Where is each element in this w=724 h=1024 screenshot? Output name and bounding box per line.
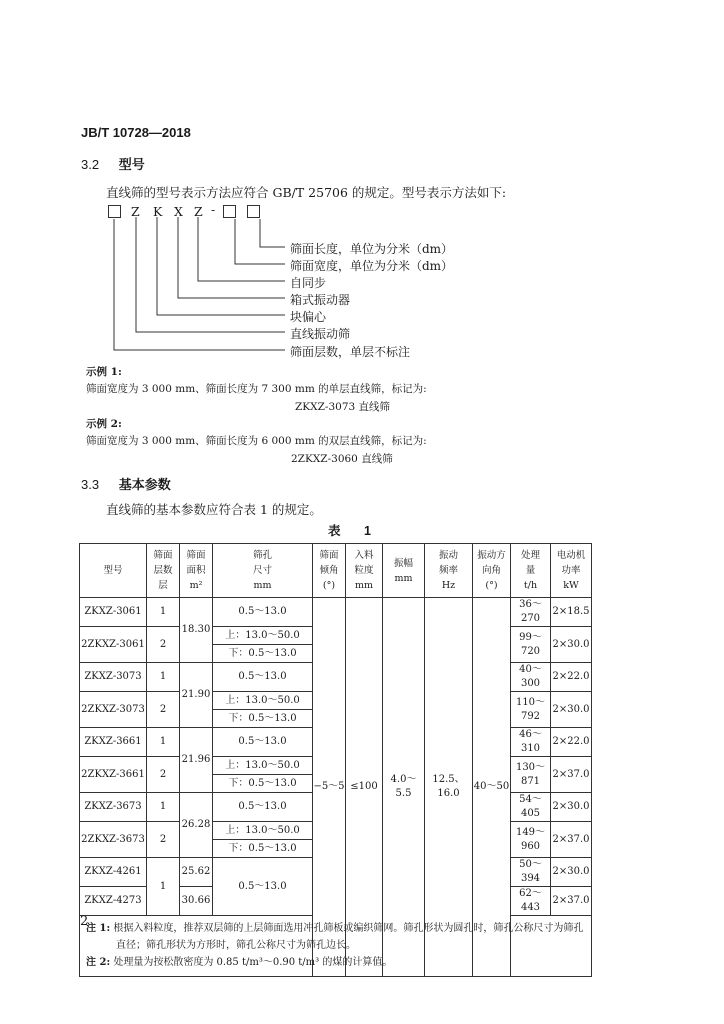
code-box-length <box>247 205 260 218</box>
cell-aperture: 0.5～13.0 <box>213 728 313 757</box>
code-letter-z1: Z <box>131 204 140 219</box>
cell-motor: 2×30.0 <box>551 858 592 887</box>
section-title: 基本参数 <box>118 477 171 492</box>
table-header-row <box>80 544 592 598</box>
code-desc-length: 筛面长度，单位为分米（dm） <box>290 242 454 256</box>
code-desc-box-vibrator: 箱式振动器 <box>290 293 351 307</box>
th-capacity: 处理 量 t/h <box>511 544 551 598</box>
cell-layers: 2 <box>147 822 180 858</box>
note-label: 注 1: <box>86 923 111 934</box>
cell-motor: 2×22.0 <box>551 663 592 692</box>
cell-aperture-upper: 上：13.0～50.0 <box>213 757 313 775</box>
cell-model: 2ZKXZ-3673 <box>80 822 147 858</box>
note-2 <box>86 954 585 971</box>
cell-aperture: 0.5～13.0 <box>213 858 313 916</box>
code-desc-linear-screen: 直线振动筛 <box>290 327 351 341</box>
cell-motor: 2×37.0 <box>551 887 592 916</box>
note-label: 注 2: <box>86 957 111 968</box>
code-desc-self-sync: 自同步 <box>290 276 327 290</box>
cell-model: ZKXZ-3673 <box>80 793 147 822</box>
cell-aperture: 0.5～13.0 <box>213 598 313 627</box>
th-model: 型号 <box>80 544 147 598</box>
cell-layers: 2 <box>147 692 180 728</box>
cell-incline-shared: −5～5 <box>313 598 346 977</box>
document-header: JB/T 10728—2018 <box>81 125 191 140</box>
cell-motor: 2×30.0 <box>551 692 592 728</box>
th-amplitude: 振幅 mm <box>383 544 425 598</box>
cell-aperture-upper: 上：13.0～50.0 <box>213 692 313 710</box>
cell-capacity: 99～720 <box>511 627 551 663</box>
th-direction: 振动方 向角 (°) <box>473 544 511 598</box>
cell-capacity: 40～300 <box>511 663 551 692</box>
example-2-mark: 2ZKXZ-3060 直线筛 <box>291 453 393 465</box>
code-desc-block-eccentric: 块偏心 <box>290 310 327 324</box>
cell-area: 30.66 <box>180 887 213 916</box>
section-number: 3.2 <box>81 157 100 172</box>
th-layers: 筛面 层数 层 <box>147 544 180 598</box>
th-incline: 筛面 倾角 (°) <box>313 544 346 598</box>
cell-aperture-lower: 下：0.5～13.0 <box>213 710 313 728</box>
cell-model: 2ZKXZ-3661 <box>80 757 147 793</box>
example-1-text: 筛面宽度为 3 000 mm、筛面长度为 7 300 mm 的单层直线筛，标记为: <box>86 383 427 395</box>
parameters-table <box>79 543 592 977</box>
cell-amplitude-shared: 4.0～5.5 <box>383 598 425 977</box>
cell-motor: 2×18.5 <box>551 598 592 627</box>
section-number: 3.3 <box>81 477 100 492</box>
cell-capacity: 62～443 <box>511 887 551 916</box>
cell-aperture-upper: 上：13.0～50.0 <box>213 627 313 645</box>
cell-layers: 2 <box>147 757 180 793</box>
section-3-3-intro: 直线筛的基本参数应符合表 1 的规定。 <box>106 502 322 517</box>
th-aperture: 筛孔 尺寸 mm <box>213 544 313 598</box>
cell-capacity: 149～960 <box>511 822 551 858</box>
cell-model: ZKXZ-4273 <box>80 887 147 916</box>
note-text: 处理量为按松散密度为 0.85 t/m³～0.90 t/m³ 的煤的计算值。 <box>113 957 393 968</box>
code-desc-layers: 筛面层数，单层不标注 <box>290 345 411 359</box>
cell-aperture-upper: 上：13.0～50.0 <box>213 822 313 840</box>
cell-model: ZKXZ-3061 <box>80 598 147 627</box>
cell-motor: 2×22.0 <box>551 728 592 757</box>
th-feed: 入料 粒度 mm <box>346 544 383 598</box>
example-2-label: 示例 2: <box>86 418 122 430</box>
section-3-2-heading <box>81 154 145 173</box>
table-row <box>80 598 592 627</box>
th-motor: 电动机 功率 kW <box>551 544 592 598</box>
cell-aperture: 0.5～13.0 <box>213 663 313 692</box>
example-1-mark: ZKXZ-3073 直线筛 <box>295 401 391 413</box>
cell-layers: 1 <box>147 728 180 757</box>
cell-area: 25.62 <box>180 858 213 887</box>
th-area: 筛面 面积 m² <box>180 544 213 598</box>
cell-layers: 1 <box>147 598 180 627</box>
cell-frequency-shared: 12.5、16.0 <box>425 598 473 977</box>
code-box-width <box>223 205 236 218</box>
table-title: 表 1 <box>328 524 381 538</box>
cell-direction-shared: 40～50 <box>473 598 511 977</box>
cell-layers: 1 <box>147 793 180 822</box>
section-3-2-intro: 直线筛的型号表示方法应符合 GB/T 25706 的规定。型号表示方法如下: <box>106 185 507 200</box>
cell-aperture-lower: 下：0.5～13.0 <box>213 840 313 858</box>
cell-model: ZKXZ-3661 <box>80 728 147 757</box>
code-dash: - <box>211 202 216 217</box>
code-box-layers <box>108 205 121 218</box>
example-1-label: 示例 1: <box>86 366 122 378</box>
note-text: 根据入料粒度，推荐双层筛的上层筛面选用冲孔筛板或编织筛网。筛孔形状为圆孔时，筛孔公称尺寸为筛孔直径；筛孔形状为方形时，筛孔公称尺寸为筛孔边长。 <box>113 923 584 951</box>
cell-capacity: 46～310 <box>511 728 551 757</box>
cell-capacity: 110～792 <box>511 692 551 728</box>
cell-capacity: 54～405 <box>511 793 551 822</box>
cell-motor: 2×30.0 <box>551 793 592 822</box>
example-2-text: 筛面宽度为 3 000 mm、筛面长度为 6 000 mm 的双层直线筛，标记为: <box>86 435 427 447</box>
table-notes <box>80 916 592 977</box>
cell-area: 18.30 <box>180 598 213 663</box>
cell-motor: 2×37.0 <box>551 757 592 793</box>
cell-aperture: 0.5～13.0 <box>213 793 313 822</box>
cell-model: 2ZKXZ-3061 <box>80 627 147 663</box>
cell-model: 2ZKXZ-3073 <box>80 692 147 728</box>
cell-area: 21.96 <box>180 728 213 793</box>
cell-model: ZKXZ-3073 <box>80 663 147 692</box>
cell-capacity: 130～871 <box>511 757 551 793</box>
cell-layers: 2 <box>147 627 180 663</box>
cell-area: 21.90 <box>180 663 213 728</box>
note-1 <box>86 920 585 954</box>
section-title: 型号 <box>118 157 145 172</box>
cell-aperture-lower: 下：0.5～13.0 <box>213 645 313 663</box>
cell-capacity: 36～270 <box>511 598 551 627</box>
cell-motor: 2×37.0 <box>551 822 592 858</box>
cell-area: 26.28 <box>180 793 213 858</box>
cell-aperture-lower: 下：0.5～13.0 <box>213 775 313 793</box>
code-letter-x: X <box>174 204 183 219</box>
cell-capacity: 50～394 <box>511 858 551 887</box>
cell-feed-shared: ≤100 <box>346 598 383 977</box>
code-letter-z2: Z <box>194 204 203 219</box>
table-notes-row <box>80 916 592 977</box>
code-desc-width: 筛面宽度，单位为分米（dm） <box>290 259 454 273</box>
page-number: 2 <box>80 914 89 929</box>
cell-layers: 1 <box>147 858 180 916</box>
cell-motor: 2×30.0 <box>551 627 592 663</box>
section-3-3-heading <box>81 474 171 493</box>
cell-layers: 1 <box>147 663 180 692</box>
cell-model: ZKXZ-4261 <box>80 858 147 887</box>
code-letter-k: K <box>153 204 163 219</box>
th-frequency: 振动 频率 Hz <box>425 544 473 598</box>
